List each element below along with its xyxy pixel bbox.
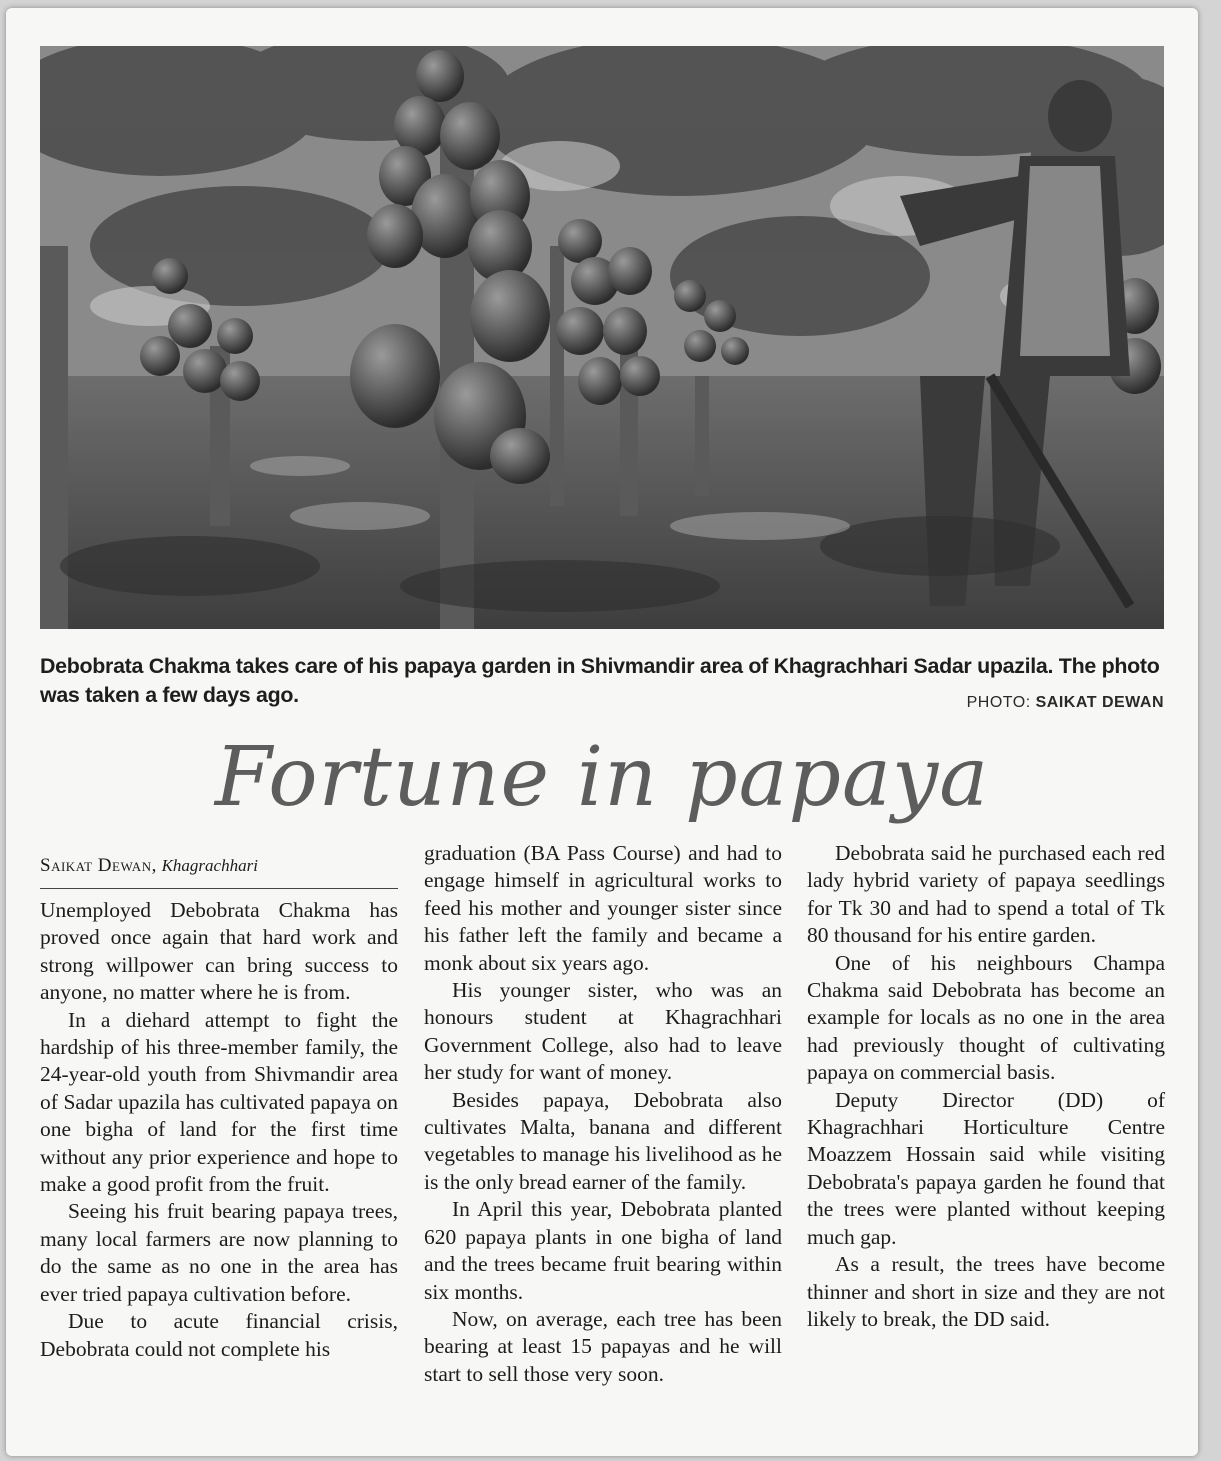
paragraph: Unemployed Debobrata Chakma has proved once again that hard work and strong willpower can bring success to anyone, no matter where he is from.	[40, 898, 398, 1005]
paragraph: Seeing his fruit bearing papaya trees, many local farmers are now planning to do the same as no one in the area has ever tried papaya cultivation before.	[40, 1199, 398, 1306]
photo-credit	[967, 694, 1164, 712]
paragraph: Now, on average, each tree has been bearing at least 15 papayas and he will start to sell those very soon.	[424, 1306, 782, 1386]
article-column-2	[424, 840, 782, 1388]
paragraph: His younger sister, who was an honours student at Khagrachhari Government College, also had to leave her study for want of money.	[424, 978, 782, 1085]
photo-credit-label: PHOTO:	[966, 694, 1031, 711]
newspaper-clipping	[6, 8, 1198, 1456]
photo-credit-name: SAIKAT DEWAN	[1035, 694, 1164, 711]
paragraph: In April this year, Debobrata planted 620 papaya plants in one bigha of land and the trees became fruit bearing within six months.	[424, 1197, 782, 1304]
papaya-garden-photo	[40, 46, 1164, 629]
paragraph: graduation (BA Pass Course) and had to engage himself in agricultural works to feed his mother and younger sister since his father left the family and became a monk about six years ago.	[424, 841, 782, 975]
paragraph: Debobrata said he purchased each red lady hybrid variety of papaya seedlings for Tk 30 and had to spend a total of Tk 80 thousand for his entire garden.	[807, 841, 1165, 948]
article-column-1	[40, 840, 398, 1363]
photo-caption: Debobrata Chakma takes care of his papaya garden in Shivmandir area of Khagrachhari Sadar upazila. The photo was taken a few days ago.	[40, 654, 1160, 707]
paragraph: Due to acute financial crisis, Debobrata could not complete his	[40, 1309, 398, 1361]
headline: Fortune in papaya	[214, 730, 990, 825]
byline-location: Khagrachhari	[161, 856, 258, 875]
paragraph: Besides papaya, Debobrata also cultivates Malta, banana and different vegetables to manage his livelihood as he is the only bread earner of the family.	[424, 1087, 782, 1194]
paragraph: Deputy Director (DD) of Khagrachhari Horticulture Centre Moazzem Hossain said while visiting Debobrata's papaya garden he found that the trees were planted without keeping much gap.	[807, 1087, 1165, 1249]
byline-author: Saikat Dewan,	[40, 855, 157, 876]
papaya-garden-photo-icon	[40, 46, 1164, 629]
article-column-3	[807, 840, 1165, 1333]
paragraph: One of his neighbours Champa Chakma said Debobrata has become an example for locals as no one in the area had previously thought of cultivating papaya on commercial basis.	[807, 950, 1165, 1085]
paragraph: In a diehard attempt to fight the hardship of his three-member family, the 24-year-old youth from Shivmandir area of Sadar upazila has cultivated papaya on one bigha of land for the first time without any prior experience and hope to make a good profit from the fruit.	[40, 1007, 398, 1197]
paragraph: As a result, the trees have become thinner and short in size and they are not likely to break, the DD said.	[807, 1252, 1165, 1331]
byline	[40, 854, 398, 889]
